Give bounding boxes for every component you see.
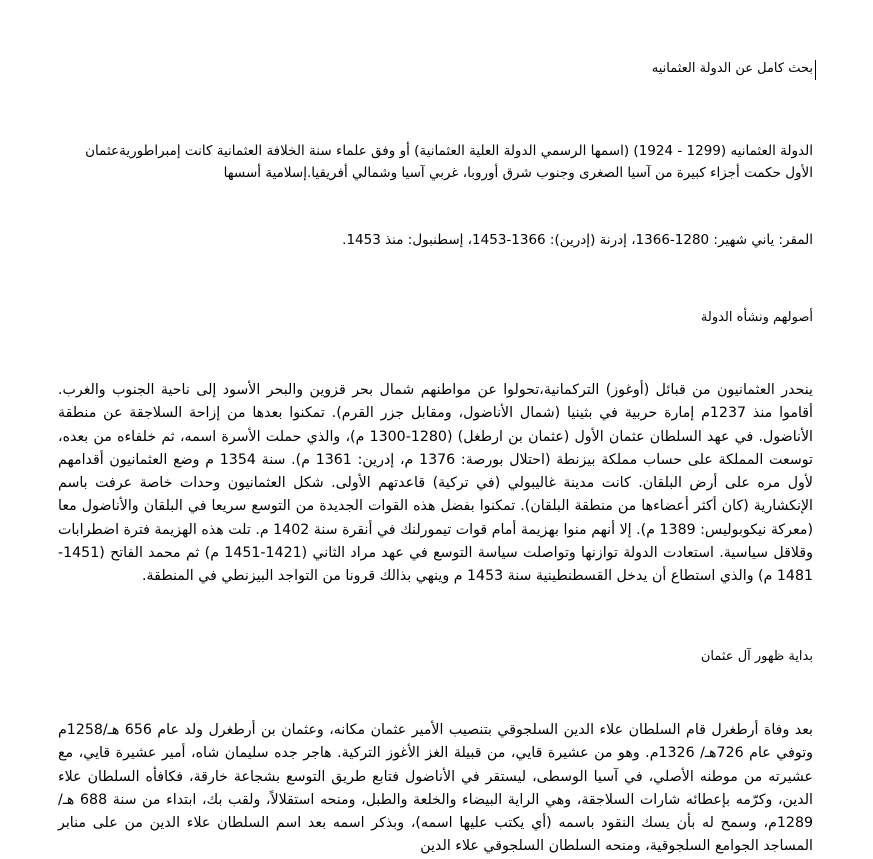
rise-paragraph: بعد وفاة أرطغرل قام السلطان علاء الدين السلجوقي بتنصيب الأمير عثمان مكانه، وعثمان بن أرطغرل ولد عام 656 هـ/1258م وتوفي عام 726هـ/ 1326م. وهو من عشيرة قايي، من قبيلة الغز الأغوز التركية. هاجر جده سليمان شاه، أمير عشيرة قايي، مع عشيرته من موطنه الأصلي، في آسيا الوسطى، ليستقر في الأناضول فتابع طريق التوسع بشجاعة خارقة، فكافأه السلطان علاء الدين، وكرّمه بإعطائه شارات السلاجقة، وهي الراية البيضاء والخلعة والطبل، ومنحه استقلالاً، ولقب بك، ابتداء من سنة 688 هـ/ 1289م، وسمح له بأن يسك النقود باسمه (أي يكتب عليها اسمه)، وبذكر اسمه بعد اسم السلطان علاء الدين من على منابر المساجد الجوامع السلجوقية، ومنحه السلطان السلجوقي علاء الدين (58, 722, 814, 855)
section-heading-origins: أصولهم ونشأه الدولة (700, 310, 813, 325)
origins-paragraph: ينحدر العثمانيون من قبائل (أوغوز) التركمانية،تحولوا عن مواطنهم شمال بحر قزوين والبحر الأسود إلى ناحية الجنوب والغرب. أقاموا منذ 1237م إمارة حربية في بثينيا (شمال الأناضول، ومقابل جزر القرم). تمكنوا بعدها من إزاحة السلاجقة عن منطقة الأناضول. في عهد السلطان عثمان الأول (عثمان بن ارطغل) (1280-1300 م)، والذي حملت الأسرة اسمه، ثم خلفاءه من بعده، توسعت المملكة على حساب مملكة بيزنطة (احتلال بورصة: 1376 م، إدرين: 1361 م). سنة 1354 م وضع العثمانيون أقدامهم لأول مره على أرض البلقان. كانت مدينة غاليبولي (في تركية) قاعدتهم الأولى. شكل العثمانيون وحدات خاصة عرفت باسم الإنكشارية (كان أكثر أعضاءها من منطقة البلقان). تمكنوا بفضل هذه القوات الجديدة من التوسع سريعا في البلقان والأناضول معا (معركة نيكوبوليس: 1389 م). إلا أنهم منوا بهزيمة أمام قوات تيمورلنك في أنقرة سنة 1402 م. تلت هذه الهزيمة فترة اضطرابات وقلاقل سياسية. استعادت الدولة توازنها وتواصلت سياسة التوسع في عهد مراد الثاني (1421-1451 م) ثم محمد الفاتح (1451-1481 م) والذي استطاع أن يدخل القسطنطينية سنة 1453 م وينهي بذالك قرونا من التواجد البيزنطي في المنطقة. (58, 382, 813, 585)
text-cursor (815, 60, 816, 80)
document-title: بحث كامل عن الدولة العثمانيه (651, 61, 813, 76)
section-heading-rise: بداية ظهور آل عثمان (700, 649, 813, 664)
capitals-line: المقر: ياني شهير: 1280-1366، إدرنة (إدرين): 1366-1453، إسطنبول: منذ 1453. (342, 232, 813, 248)
intro-paragraph: الدولة العثمانيه (1299 - 1924) (اسمها الرسمي الدولة العلية العثمانية) أو وفق علماء سنة الخلافة العثمانية كانت إمبراطوريةعثمان الأول حكمت أجزاء كبيرة من آسيا الصغرى وجنوب شرق أوروبا، غربي آسيا وشمالي أفريقيا.إسلامية أسسها (85, 143, 813, 181)
